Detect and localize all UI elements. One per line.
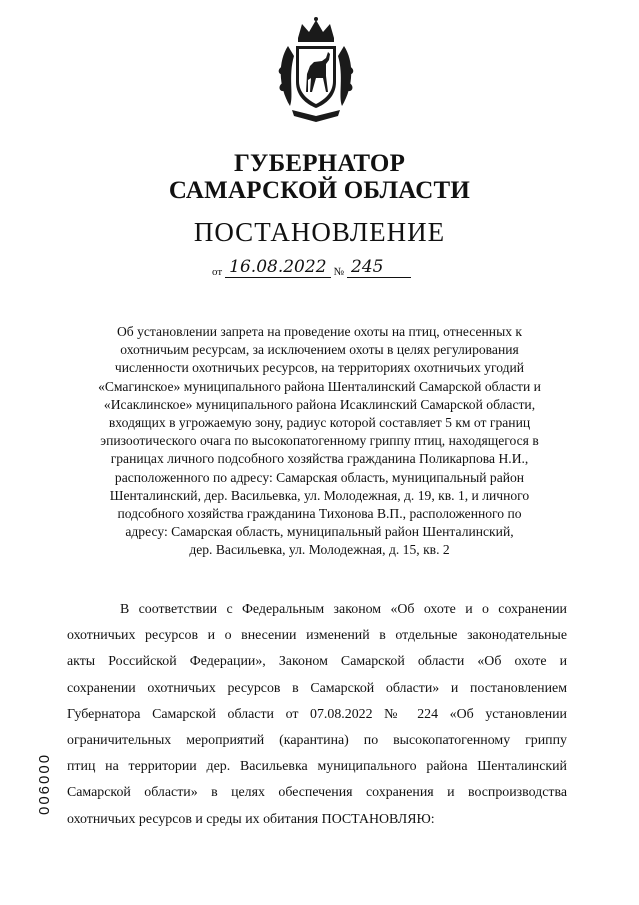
title-line: Шенталинский, дер. Васильевка, ул. Молодежная, д. 19, кв. 1, и личного (109, 487, 530, 503)
body-line: охотничьих ресурсов и о внесении изменений в отдельные законодательные (67, 628, 567, 644)
title-line: Об установлении запрета на проведение охоты на птиц, отнесенных к (116, 324, 523, 339)
title-line: «Смагинское» муниципального района Шенталинский Самарской области и (98, 378, 541, 394)
title-line: дер. Васильевка, ул. Молодежная, д. 15, кв. 2 (189, 542, 450, 558)
body-line: охотничьих ресурсов и среды их обитания ПОСТАНОВЛЯЮ: (67, 811, 435, 827)
document-date: 16.08.2022 (225, 257, 330, 278)
title-line: адресу: Самарская область, муниципальный район Шенталинский, (125, 524, 514, 540)
title-line: охотничьим ресурсам, за исключением охоты в целях регулирования (120, 342, 519, 358)
body-line: Губернатора Самарской области от 07.08.2022 № 224 «Об установлении (67, 706, 567, 722)
document-type: ПОСТАНОВЛЕНИЕ (193, 217, 446, 247)
number-prefix: № (333, 266, 345, 278)
document-number: 245 (347, 257, 411, 278)
body-line: В соответствии с Федеральным законом «Об охоте и о сохранении (120, 602, 567, 617)
title-line: границах личного подсобного хозяйства гражданина Поликарпова Н.И., (110, 451, 529, 467)
title-line: «Исаклинское» муниципального района Исаклинский Самарской области, (103, 396, 536, 412)
authority-line-2: САМАРСКОЙ ОБЛАСТИ (168, 177, 471, 204)
body-line: птиц на территории дер. Васильевка муниципального района Шенталинский (67, 759, 567, 775)
coat-of-arms-emblem (276, 16, 356, 126)
body-line: акты Российской Федерации», Законом Самарской области «Об охоте и (67, 654, 567, 670)
title-line: входящих в угрожаемую зону, радиус которой составляет 5 км от границ (108, 415, 531, 431)
authority-line-1: ГУБЕРНАТОР (233, 150, 406, 177)
document-title (62, 323, 577, 560)
margin-stamp: 006000 (36, 752, 53, 815)
title-line: расположенного по адресу: Самарская область, муниципальный район (114, 469, 525, 485)
title-line: численности охотничьих ресурсов, на территориях охотничьих угодий (114, 360, 525, 376)
body-line: ограничительных мероприятий (карантина) по высокопатогенному гриппу (67, 733, 567, 749)
date-number-line (212, 256, 414, 278)
body-line: сохранении охотничьих ресурсов в Самарской области» и постановлением (67, 680, 567, 696)
title-line: подсобного хозяйства гражданина Тихонова В.П., расположенного по (117, 506, 522, 522)
coat-of-arms-icon (276, 16, 356, 126)
title-line: эпизоотического очага по высокопатогенному гриппу птиц, находящегося в (100, 433, 539, 449)
document-body-paragraph (67, 597, 567, 833)
body-line: Самарской области» в целях обеспечения сохранения и воспроизводства (67, 785, 567, 801)
date-prefix: от (212, 266, 223, 278)
